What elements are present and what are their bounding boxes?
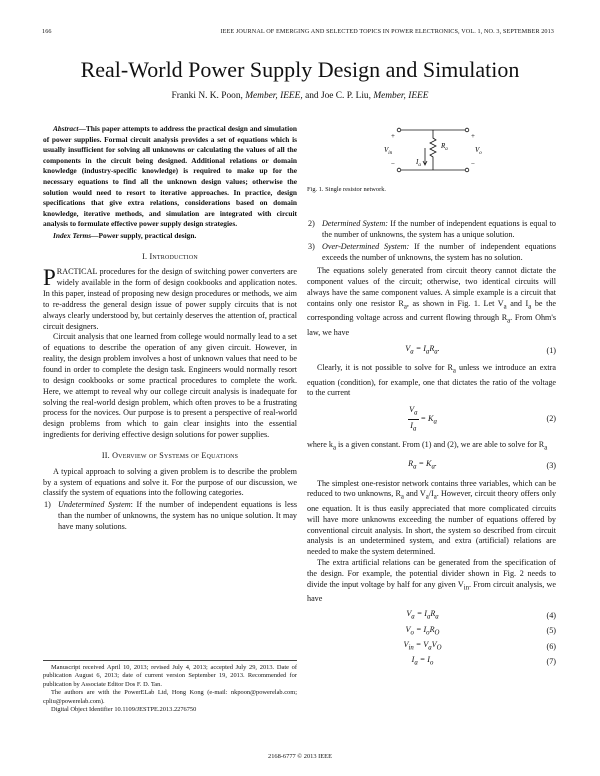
list-item-number: 2) bbox=[308, 219, 315, 228]
abstract-text: This paper attempts to address the practical design and simulation of power supplies. Formal circuit analysis provides a set of equations which is usually insufficient for solving all unknowns or calculating the values of all the components in the circuit being designed. Additional relations or domain knowledge (industry-specific knowledge) is required to make up for the necessary equations to find all the unknown design values; otherwise the solution would need to resort to iterative approaches. In practice, design specifications that give extra relations, considerations based on domain knowledge, iterative methods, and simulation are integrated with circuit analysis to formulate effective power supply design strategies. bbox=[43, 124, 297, 229]
list-item-text: If the number of independent equations is equal to the number of unknowns, the system has a unique solution. bbox=[322, 219, 556, 239]
plus-right: + bbox=[471, 132, 475, 140]
drop-cap: P bbox=[43, 265, 56, 291]
issn-copyright: 2168-6777 © 2013 IEEE bbox=[268, 753, 332, 760]
paper-title: Real-World Power Supply Design and Simulation bbox=[80, 57, 520, 82]
equation-4: $V_a = I_aR_a$ (4) bbox=[406, 609, 556, 621]
body-paragraph: The extra artificial relations can be generated from the specification of the design. For example, the potential divider shown in Fig. 2 needs to divide the input voltage by half for any given $V_{in}$. From circuit analysis, we have bbox=[307, 558, 556, 604]
overview-paragraph-1: A typical approach to solving a given problem is to describe the problem by a system of equations and solve it. For the purpose of our discussion, we classify the system of equations into the following categories. bbox=[43, 466, 297, 498]
list-item-term: Over-Determined System: bbox=[322, 241, 410, 251]
author-1-role: Member, IEEE, bbox=[245, 91, 303, 101]
list-item bbox=[307, 242, 556, 264]
section-heading-introduction: I. Introduction bbox=[142, 251, 198, 261]
equation-7: $I_a = I_o$ (7) bbox=[411, 655, 556, 668]
body-paragraph: where $k_a$ is a given constant. From (1) and (2), we are able to solve for $R_a$ bbox=[307, 439, 548, 452]
index-terms-text: Power supply, practical design. bbox=[98, 230, 197, 240]
abstract bbox=[43, 124, 297, 230]
equation-3: $R_a = K_a$. (3) bbox=[408, 459, 556, 471]
body-paragraph: The simplest one-resistor network contains three variables, which can be reduced to two unknowns, $R_a$ and $V_a/I_a$. However, circuit theory offers only one equation. It is thus easily appreciated that more complicated circuits will have more unknowns exceeding the number of equations offered by conventional circuit analysis. In short, the system so described from circuit analysis is an undetermined system, and extra (artificial) relations are needed to make the system determined. bbox=[307, 478, 557, 557]
abstract-label: Abstract— bbox=[53, 124, 86, 133]
list-item bbox=[307, 219, 556, 241]
author-2-role: Member, IEEE bbox=[373, 91, 429, 101]
intro-paragraph-1 bbox=[43, 267, 297, 332]
minus-left: − bbox=[391, 160, 395, 168]
plus-left: + bbox=[391, 132, 395, 140]
vo-label: $V_o$ bbox=[475, 146, 482, 156]
journal-name: IEEE JOURNAL OF EMERGING AND SELECTED TOPICS IN POWER ELECTRONICS, VOL. 1, NO. 3, SEPTEMBER 2013 bbox=[220, 28, 554, 35]
index-terms bbox=[43, 231, 297, 242]
author-1: Franki N. K. Poon, bbox=[171, 91, 243, 101]
section-heading-overview: II. Overview of Systems of Equations bbox=[101, 450, 239, 460]
footnote-doi: Digital Object Identifier 10.1109/JESTPE.2013.2276750 bbox=[51, 706, 197, 714]
page-number: 166 bbox=[42, 28, 52, 35]
list-item-number: 1) bbox=[44, 500, 51, 510]
equation-5: $V_o = I_oR_O$ (5) bbox=[405, 624, 556, 637]
body-paragraph: The equations solely generated from circuit theory cannot dictate the component values of the circuit; otherwise, two identical circuits will always have the same component values. A simple example is a circuit that contains only one resistor $R_a$, as shown in Fig. 1. Let $V_a$ and $I_a$ be the corresponding voltage across and current flowing through $R_a$. From Ohm's law, we have bbox=[307, 266, 557, 337]
footnote-authors: The authors are with the PowerELab Ltd, Hong Kong (e-mail: nkpoon@powerelab.com; cpliu@powerelab.com). bbox=[43, 689, 297, 705]
figure-1-single-resistor bbox=[377, 118, 489, 180]
ra-label: $R_a$ bbox=[441, 142, 448, 152]
equation-1: $V_a = I_aR_a$. (1) bbox=[405, 343, 556, 356]
list-item-text: If the number of independent equations exceeds the number of unknowns, the system has no solution. bbox=[322, 241, 556, 262]
footnote-manuscript: Manuscript received April 10, 2013; revised July 4, 2013; accepted July 29, 2013. Date of publication August 6, 2013; date of current version September 19, 2013. Recommended for publication by Associate Editor Dos F. D. Tan. bbox=[43, 664, 297, 688]
right-column bbox=[307, 218, 556, 671]
vin-label: $V_{in}$ bbox=[384, 146, 393, 156]
equation-6: $V_{in} = V_aV_O$ (6) bbox=[403, 639, 556, 652]
equation-2: $\frac{V_a}{I_a}$ = $K_a$ (2) bbox=[409, 405, 556, 433]
list-item-term: Determined System: bbox=[322, 219, 388, 228]
intro-paragraph-2: Circuit analysis that one learned from college would normally lead to a set of equations to describe the operation of any given circuit. However, in reality, the design problem involves a host of unknown values that need to be found in order to complete the design task. Engineers would normally resort to design cookbooks or some practical procedures to complete the work. Here, we attempt to reveal why our college circuit analysis is inadequate for solving the real-world design problem, which often proves to be a frustrating process for the novices. Our purpose is to present a perspective of real-world design problems from which to gain clear insights into the essential ingredients for deriving effective design solutions for power supplies. bbox=[43, 332, 297, 440]
footnote bbox=[43, 660, 297, 714]
index-terms-label: Index Terms— bbox=[53, 230, 99, 240]
left-column bbox=[43, 124, 297, 533]
figure-caption: Fig. 1. Single resistor network. bbox=[307, 186, 386, 193]
author-2: and Joe C. P. Liu, bbox=[305, 91, 371, 101]
list-item-text: : If the number of independent equations is less than the number of unknowns, the system has no unique solution. It may have many solutions. bbox=[58, 500, 297, 531]
list-item-term: Undetermined System bbox=[58, 500, 131, 510]
list-item bbox=[43, 500, 297, 533]
minus-right: − bbox=[471, 160, 475, 168]
body-paragraph: Clearly, it is not possible to solve for $R_a$ unless we introduce an extra equation (condition), for example, one that dictates the ratio of the voltage to the current bbox=[307, 363, 556, 398]
intro-paragraph-1-text: RACTICAL procedures for the design of switching power converters are widely available in the form of design cookbooks and application notes. In this paper, instead of proposing new design procedures or methods, we aim to re-address the general design issue of power supply circuits that is not always clearly understood by, but certainly deserves the attention of, practical circuit designers. bbox=[43, 267, 297, 331]
list-item-number: 3) bbox=[308, 241, 315, 251]
ia-label: $I_a$ bbox=[416, 158, 421, 168]
author-line bbox=[0, 91, 600, 101]
